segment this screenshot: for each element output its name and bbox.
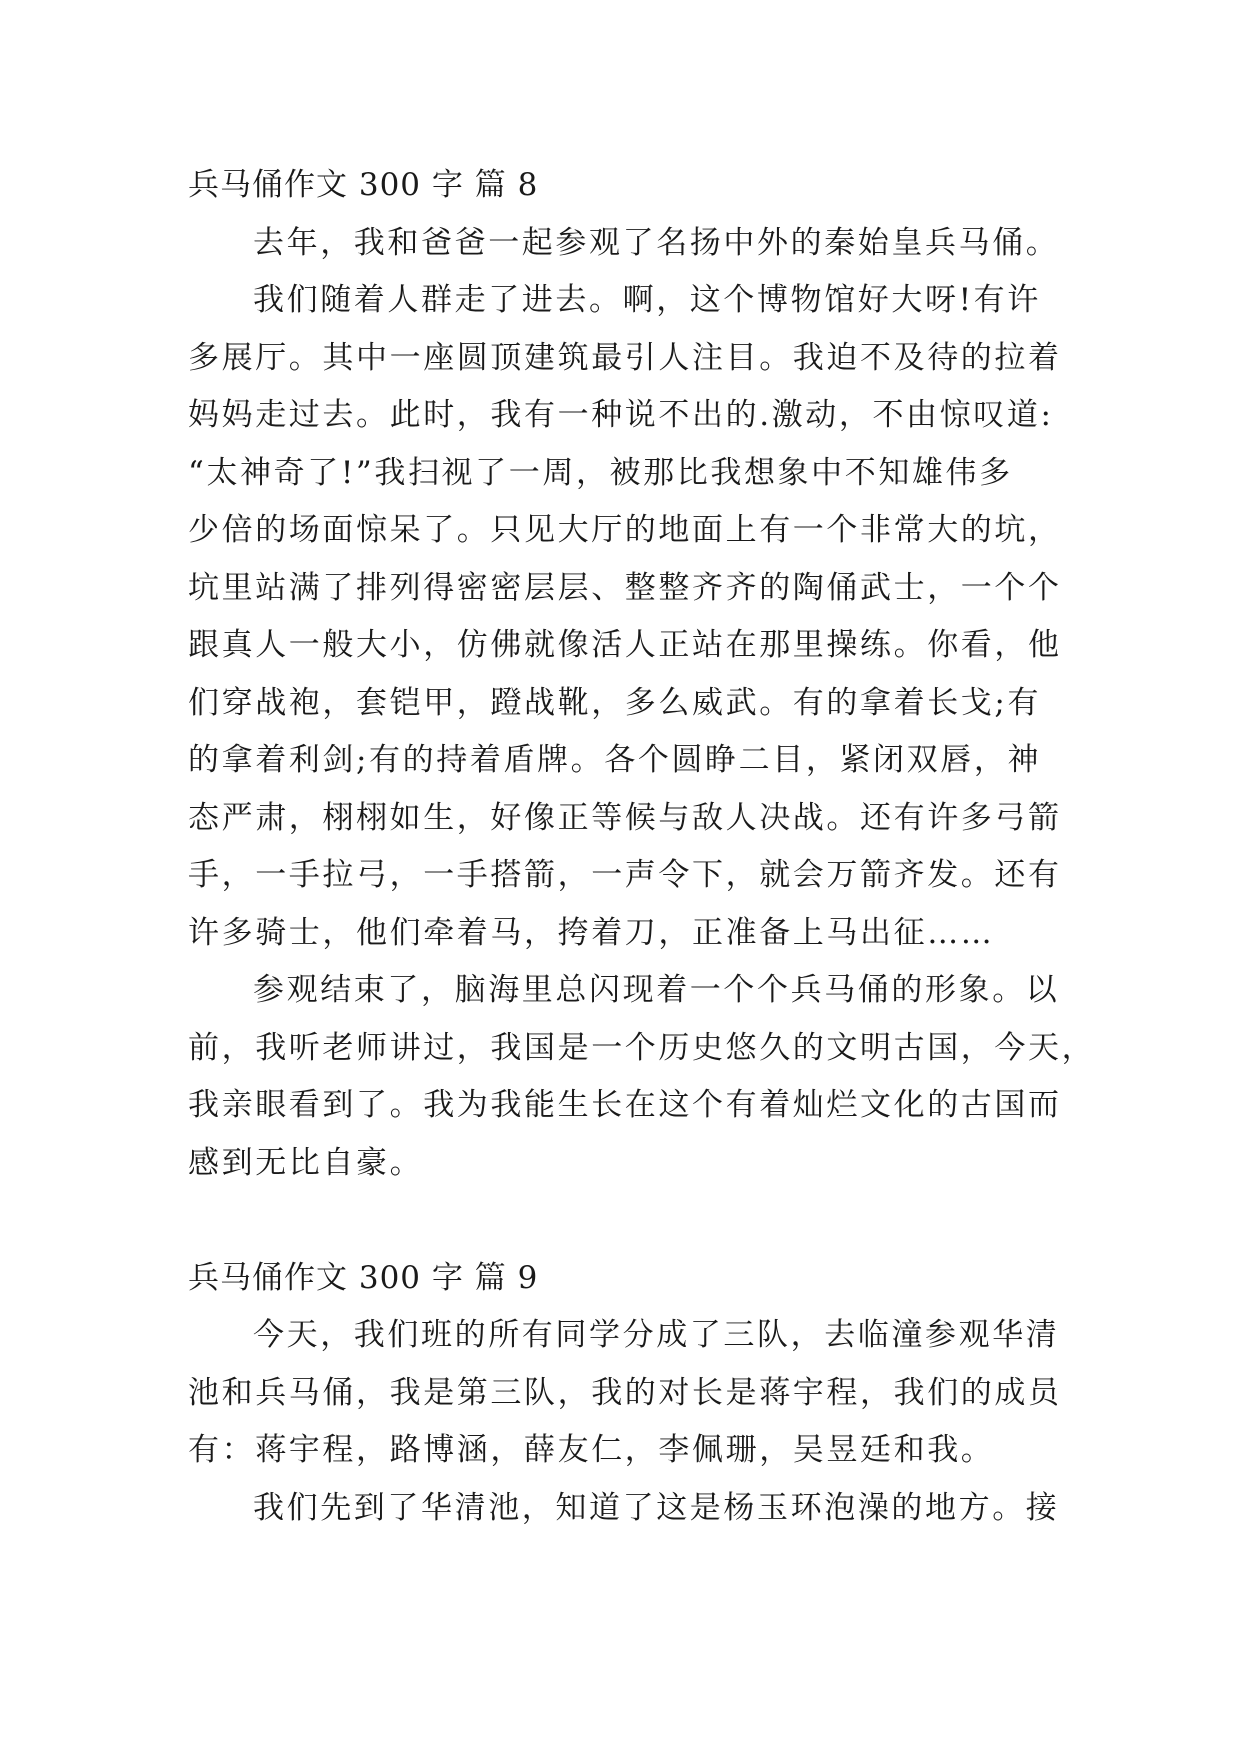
paragraph-line: 参观结束了，脑海里总闪现着一个个兵马俑的形象。以 [253, 972, 1060, 1008]
paragraph-line: 少倍的场面惊呆了。只见大厅的地面上有一个非常大的坑， [188, 512, 1062, 548]
section-title: 兵马俑作文 300 字 篇 8 [188, 167, 539, 203]
paragraph-line: 有：蒋宇程，路博涵，薛友仁，李佩珊，吴昱廷和我。 [188, 1432, 995, 1468]
paragraph-line: “太神奇了!”我扫视了一周，被那比我想象中不知雄伟多 [188, 455, 1013, 491]
paragraph-line: 手，一手拉弓，一手搭箭，一声令下，就会万箭齐发。还有 [188, 857, 1062, 893]
section-title: 兵马俑作文 300 字 篇 9 [188, 1260, 539, 1296]
paragraph-line: 池和兵马俑，我是第三队，我的对长是蒋宇程，我们的成员 [188, 1375, 1062, 1411]
paragraph-line: 许多骑士，他们牵着马，挎着刀，正准备上马出征…… [188, 915, 995, 951]
paragraph-line: 今天，我们班的所有同学分成了三队，去临潼参观华清 [253, 1317, 1060, 1353]
paragraph-line: 态严肃，栩栩如生，好像正等候与敌人决战。还有许多弓箭 [188, 800, 1062, 836]
paragraph-line: 的拿着利剑;有的持着盾牌。各个圆睁二目，紧闭双唇，神 [188, 742, 1042, 778]
paragraph-line: 妈妈走过去。此时，我有一种说不出的.激动，不由惊叹道: [188, 397, 1054, 433]
paragraph-line: 们穿战袍，套铠甲，蹬战靴，多么威武。有的拿着长戈;有 [188, 685, 1042, 721]
paragraph-line: 多展厅。其中一座圆顶建筑最引人注目。我迫不及待的拉着 [188, 340, 1062, 376]
paragraph-line: 跟真人一般大小，仿佛就像活人正站在那里操练。你看，他 [188, 627, 1062, 663]
paragraph-line: 我亲眼看到了。我为我能生长在这个有着灿烂文化的古国而 [188, 1087, 1062, 1123]
paragraph-line: 前，我听老师讲过，我国是一个历史悠久的文明古国，今天， [188, 1030, 1096, 1066]
paragraph-line: 感到无比自豪。 [188, 1145, 424, 1181]
paragraph-line: 我们先到了华清池，知道了这是杨玉环泡澡的地方。接 [253, 1490, 1060, 1526]
paragraph-line: 我们随着人群走了进去。啊，这个博物馆好大呀!有许 [253, 282, 1041, 318]
paragraph-line: 去年，我和爸爸一起参观了名扬中外的秦始皇兵马俑。 [253, 225, 1060, 261]
paragraph-line: 坑里站满了排列得密密层层、整整齐齐的陶俑武士，一个个 [188, 570, 1062, 606]
